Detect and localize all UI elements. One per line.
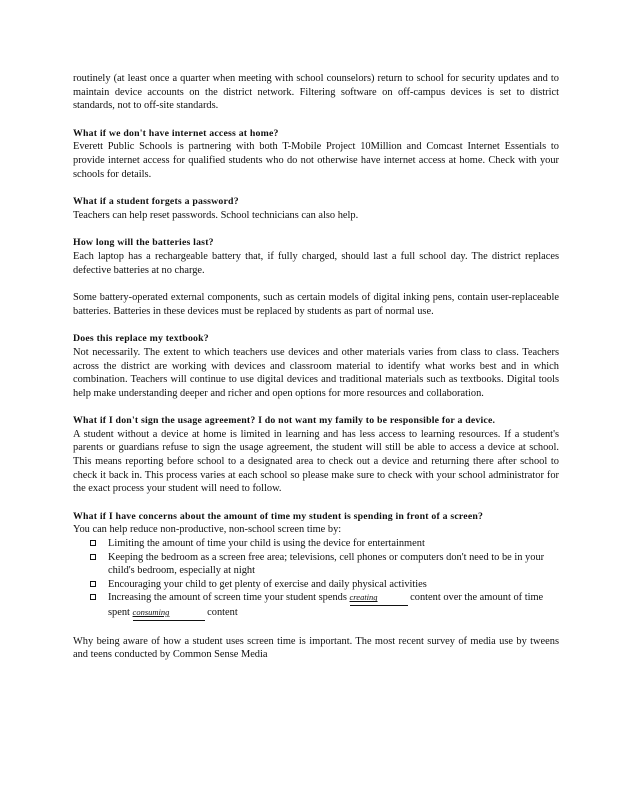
square-bullet-icon [90, 540, 96, 546]
document-body [73, 72, 559, 662]
faq-question-screen-time: What if I have concerns about the amount of time my student is spending in front of a screen? [73, 510, 484, 522]
faq-answer-agreement: A student without a device at home is limited in learning and has less access to learning resources. If a student's parents or guardians refuse to sign the usage agreement, the student will still be able to access a device at school. This means reporting before school to a designated area to check out a device and returning there after school to check it back in. This process varies at each school so please make sure to check with your school administrator for the exact process your student will need to follow. [73, 428, 559, 495]
faq-answer-batteries-1: Each laptop has a rechargeable battery that, if fully charged, should last a full school day. The district replaces defective batteries at no charge. [73, 250, 559, 276]
screen-time-tips-list [73, 537, 559, 621]
intro-paragraph: routinely (at least once a quarter when meeting with school counselors) return to school for security updates and to maintain device accounts on the district network. Filtering software on off-campus devices is set to district standards, not to off-site standards. [73, 73, 559, 112]
list-item: Encouraging your child to get plenty of exercise and daily physical activities [73, 578, 559, 592]
faq-answer-batteries-2: Some battery-operated external components, such as certain models of digital inking pens, contain user-replaceable batteries. Batteries in these devices must be replaced by students as part of normal use. [73, 292, 559, 317]
faq-question-agreement: What if I don't sign the usage agreement? I do not want my family to be responsible for a device. [73, 415, 496, 427]
screen-time-lead: You can help reduce non-productive, non-school screen time by: [73, 524, 342, 536]
faq-answer-internet: Everett Public Schools is partnering with both T-Mobile Project 10Million and Comcast Internet Essentials to provide internet access for qualified students who do not otherwise have internet access at home. Check with your schools for details. [73, 141, 559, 180]
square-bullet-icon [90, 581, 96, 587]
list-item: Increasing the amount of screen time your student spends creating content over the amount of time spent consuming content [73, 591, 559, 620]
square-bullet-icon [90, 554, 96, 560]
closing-paragraph: Why being aware of how a student uses screen time is important. The most recent survey of media use by tweens and teens conducted by Common Sense Media [73, 635, 559, 661]
underlined-blank: creating [350, 591, 408, 606]
list-item: Keeping the bedroom as a screen free area; televisions, cell phones or computers don't need to be in your child's bedroom, especially at night [73, 551, 559, 578]
faq-answer-textbook: Not necessarily. The extent to which teachers use devices and other materials varies from class to class. Teachers across the district are working with devices and classroom material to identify what works best and in which combination. Teachers will continue to use digital devices and traditional materials such as textbooks. Digital tools help make understanding deeper and richer and open options for more resources and collaboration. [73, 346, 559, 399]
square-bullet-icon [90, 594, 96, 600]
faq-question-batteries: How long will the batteries last? [73, 237, 214, 249]
faq-question-internet: What if we don't have internet access at home? [73, 127, 279, 139]
list-item: Limiting the amount of time your child is using the device for entertainment [73, 537, 559, 551]
underlined-blank: consuming [133, 606, 205, 621]
faq-question-textbook: Does this replace my textbook? [73, 333, 209, 345]
faq-answer-password: Teachers can help reset passwords. School technicians can also help. [73, 209, 359, 221]
faq-question-password: What if a student forgets a password? [73, 196, 239, 208]
